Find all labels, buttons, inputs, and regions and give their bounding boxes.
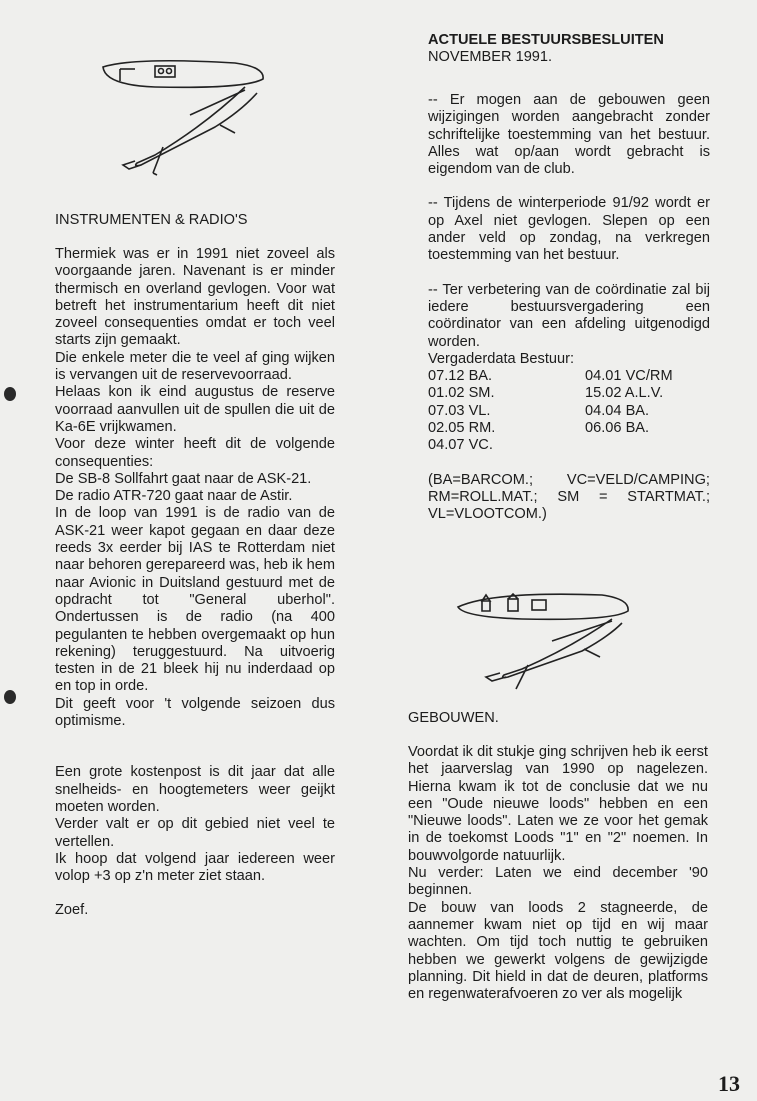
page-subheading: NOVEMBER 1991. — [428, 49, 553, 65]
signature: Zoef. — [55, 902, 89, 919]
left-column-body — [55, 246, 335, 920]
meetings-title: Vergaderdata Bestuur: — [428, 350, 575, 367]
paragraph: Nu verder: Laten we eind december '90 beginnen. — [408, 865, 708, 899]
meeting-date: 06.06 BA. — [585, 420, 650, 437]
meeting-date — [585, 437, 710, 454]
paragraph: Voor deze winter heeft dit de volgende consequenties: — [55, 436, 335, 470]
section-title-gebouwen: GEBOUWEN. — [408, 710, 499, 726]
decision-item: -- Ter verbetering van de coördinatie zal bij iedere bestuursvergadering een coördinator van een afdeling uitgenodigd worden. — [428, 281, 710, 350]
right-column-gebouwen — [408, 744, 708, 1003]
paragraph: Ik hoop dat volgend jaar iedereen weer volop +3 op z'n meter ziet staan. — [55, 850, 335, 885]
paragraph: Helaas kon ik eind augustus de reserve voorraad aanvullen uit de spullen die uit de Ka-6E vrijkwamen. — [55, 384, 335, 435]
decision-item: -- Tijdens de winterperiode 91/92 wordt er op Axel niet gevlogen. Slepen op een ander veld op zondag, na verkregen toestemming van het bestuur. — [428, 195, 710, 264]
glider-icon — [95, 55, 275, 185]
paragraph: Voordat ik dit stukje ging schrijven heb ik eerst het jaarverslag van 1990 op nagelezen. Hierna kwam ik tot de conclusie dat we nu een "Oude nieuwe loods" hebben en een "Nieuwe loods". Laten we ze voor het gemak in de toekomst Loods "1" en "2" noemen. In bouwvolgorde natuurlijk. — [408, 744, 708, 864]
meeting-date: 04.07 VC. — [428, 437, 493, 454]
meeting-date: 04.04 BA. — [585, 402, 650, 419]
right-column-decisions — [428, 92, 710, 524]
paragraph: De radio ATR-720 gaat naar de Astir. — [55, 488, 293, 505]
paragraph: Verder valt er op dit gebied niet veel te vertellen. — [55, 816, 335, 850]
punch-hole-bottom — [4, 690, 16, 704]
meeting-date: 02.05 RM. — [428, 420, 496, 437]
paragraph: Dit geeft voor 't volgende seizoen dus optimisme. — [55, 695, 335, 730]
meeting-date: 07.12 BA. — [428, 368, 493, 385]
paragraph: In de loop van 1991 is de radio van de ASK-21 weer kapot gegaan en daar deze reeds 3x eerder bij IAS te Rotterdam niet naar behoren gerepareerd was, heb ik hem naar Avionic in Duitsland gestuurd met de opdracht tot "General uberhol". Ondertussen is de radio (na 400 pegulanten te hebben overgemaakt op hun rekening) teruggestuurd. Na uitvoerig testen in de 21 bleek hij nu inderdaad op en top in orde. — [55, 505, 335, 695]
meeting-date: 15.02 A.L.V. — [585, 385, 664, 402]
meetings-table — [428, 368, 710, 454]
decision-item: -- Er mogen aan de gebouwen geen wijzigingen worden aangebracht zonder schriftelijke toestemming van het bestuur. Alles wat op/aan wordt gebracht is eigendom van de club. — [428, 92, 710, 178]
legend: (BA=BARCOM.; VC=VELD/CAMPING; RM=ROLL.MAT.; SM = STARTMAT.; VL=VLOOTCOM.) — [428, 471, 710, 523]
paragraph: De SB-8 Sollfahrt gaat naar de ASK-21. — [55, 470, 312, 487]
section-title-instrumenten: INSTRUMENTEN & RADIO'S — [55, 212, 248, 228]
meeting-date: 01.02 SM. — [428, 385, 495, 402]
paragraph: De bouw van loods 2 stagneerde, de aannemer kwam niet op tijd en wij maar wachten. Om tijd toch nuttig te gebruiken hebben we gewerkt volgens de gewijzigde planning. Dit hield in dat de deuren, platforms en regenwaterafvoeren zo ver als mogelijk — [408, 899, 708, 1003]
meeting-date: 07.03 VL. — [428, 402, 491, 419]
paragraph: Een grote kostenpost is dit jaar dat alle snelheids- en hoogtemeters weer geijkt moeten worden. — [55, 764, 335, 815]
page-number: 13 — [718, 1071, 740, 1096]
punch-hole-top — [4, 387, 16, 401]
meeting-date: 04.01 VC/RM — [585, 368, 673, 385]
paragraph: Die enkele meter die te veel af ging wijken is vervangen uit de reservevoorraad. — [55, 349, 335, 384]
page-heading: ACTUELE BESTUURSBESLUITEN — [428, 32, 664, 48]
paragraph: Thermiek was er in 1991 niet zoveel als voorgaande jaren. Navenant is er minder thermisch en overland gevlogen. Voor wat betreft het instrumentarium heeft dit niet zoveel consequenties omdat er toch veel starts zijn gemaakt. — [55, 246, 335, 349]
glider-with-hangars-icon — [452, 585, 652, 695]
